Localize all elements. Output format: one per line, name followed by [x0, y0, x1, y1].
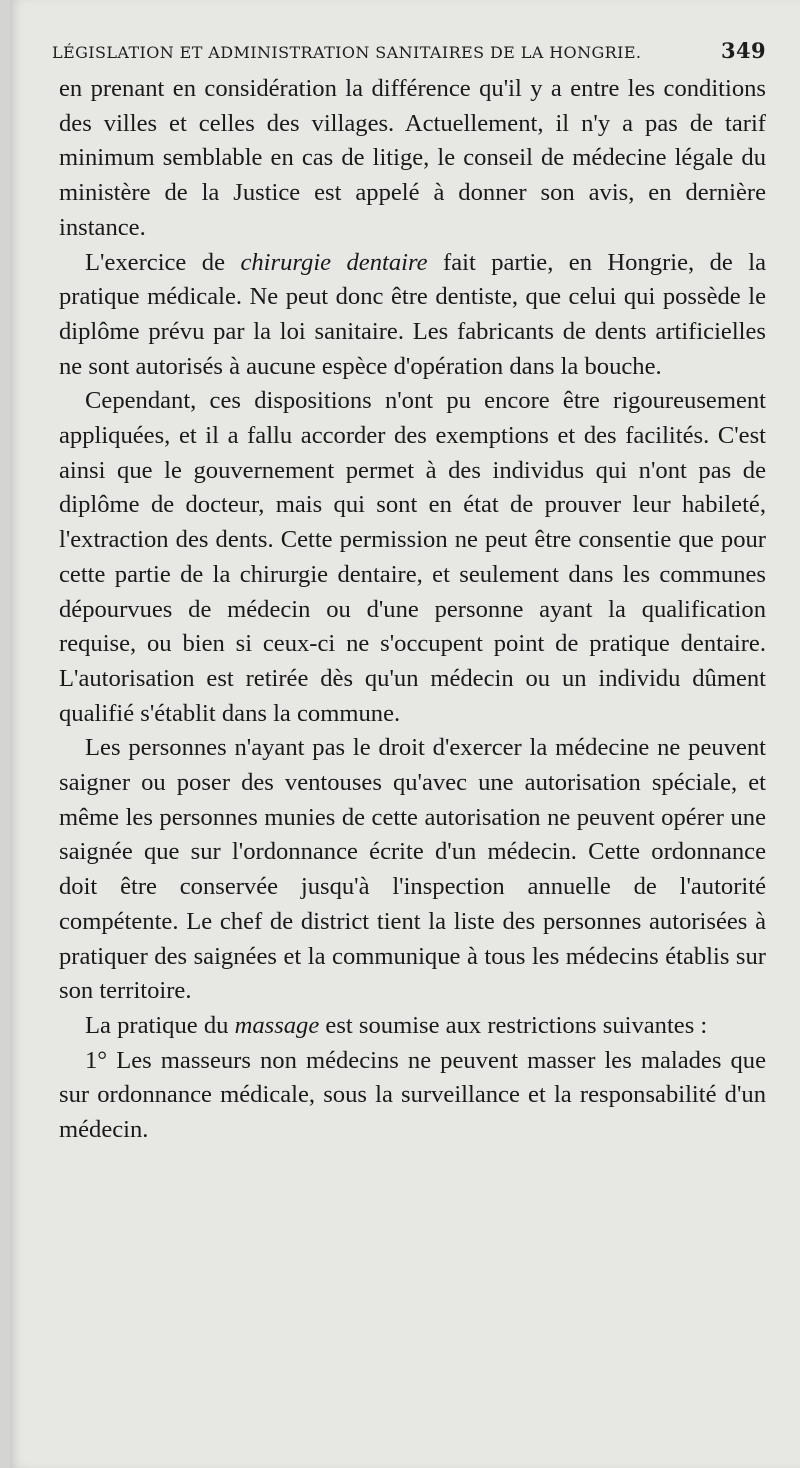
paragraph-massage — [59, 1009, 766, 1044]
paragraph-text: fait partie, en Hongrie, de la pratique médicale. Ne peut donc être dentiste, que celui qui possède le diplôme prévu par la loi sanitaire. Les fabricants de dents artificielles ne sont autorisés à aucune espèce d'opération dans la bouche. — [59, 248, 766, 380]
page-number: 349 — [720, 38, 766, 63]
paragraph-bloodletting: Les personnes n'ayant pas le droit d'exercer la médecine ne peuvent saigner ou poser des ventouses qu'avec une autorisation spéciale, et même les personnes munies de cette autorisation ne peuvent opérer une saignée que sur l'ordonnance écrite d'un médecin. Cette ordonnance doit être conservée jusqu'à l'inspection annuelle de l'autorité compétente. Le chef de district tient la liste des personnes autorisées à pratiquer des saignées et la communique à tous les médecins établis sur son territoire. — [59, 734, 766, 1005]
paragraph-continuation: en prenant en considération la différence qu'il y a entre les conditions des villes et celles des villages. Actuellement, il n'y a pas de tarif minimum semblable en cas de litige, le conseil de médecine légale du ministère de la Justice est appelé à donner son avis, en dernière instance. — [59, 75, 766, 241]
paragraph-text: La pratique du — [85, 1011, 235, 1039]
book-page — [10, 0, 800, 1468]
paragraph-text: L'exercice de — [85, 248, 241, 276]
running-title: LÉGISLATION ET ADMINISTRATION SANITAIRES DE LA HONGRIE. — [52, 43, 642, 62]
running-header — [52, 38, 766, 63]
paragraph-text: est soumise aux restrictions suivantes : — [319, 1011, 708, 1039]
body-text — [59, 72, 766, 1148]
italic-term: massage — [234, 1011, 320, 1039]
italic-term: chirurgie dentaire — [240, 248, 428, 276]
paragraph-restriction-1: 1° Les masseurs non médecins ne peuvent masser les malades que sur ordonnance médicale, sous la surveillance et la responsabilité d'un médecin. — [59, 1046, 766, 1144]
paragraph-exemptions: Cependant, ces dispositions n'ont pu encore être rigoureusement appliquées, et il a fallu accorder des exemptions et des facilités. C'est ainsi que le gouvernement permet à des individus qui n'ont pas de diplôme de docteur, mais qui sont en état de prouver leur habileté, l'extraction des dents. Cette permission ne peut être consentie que pour cette partie de la chirurgie dentaire, et seulement dans les communes dépourvues de médecin ou d'une personne ayant la qualification requise, ou bien si ceux-ci ne s'occupent point de pratique dentaire. L'autorisation est retirée dès qu'un médecin ou un individu dûment qualifié s'établit dans la commune. — [59, 387, 766, 727]
paragraph-dental-surgery — [59, 246, 766, 385]
